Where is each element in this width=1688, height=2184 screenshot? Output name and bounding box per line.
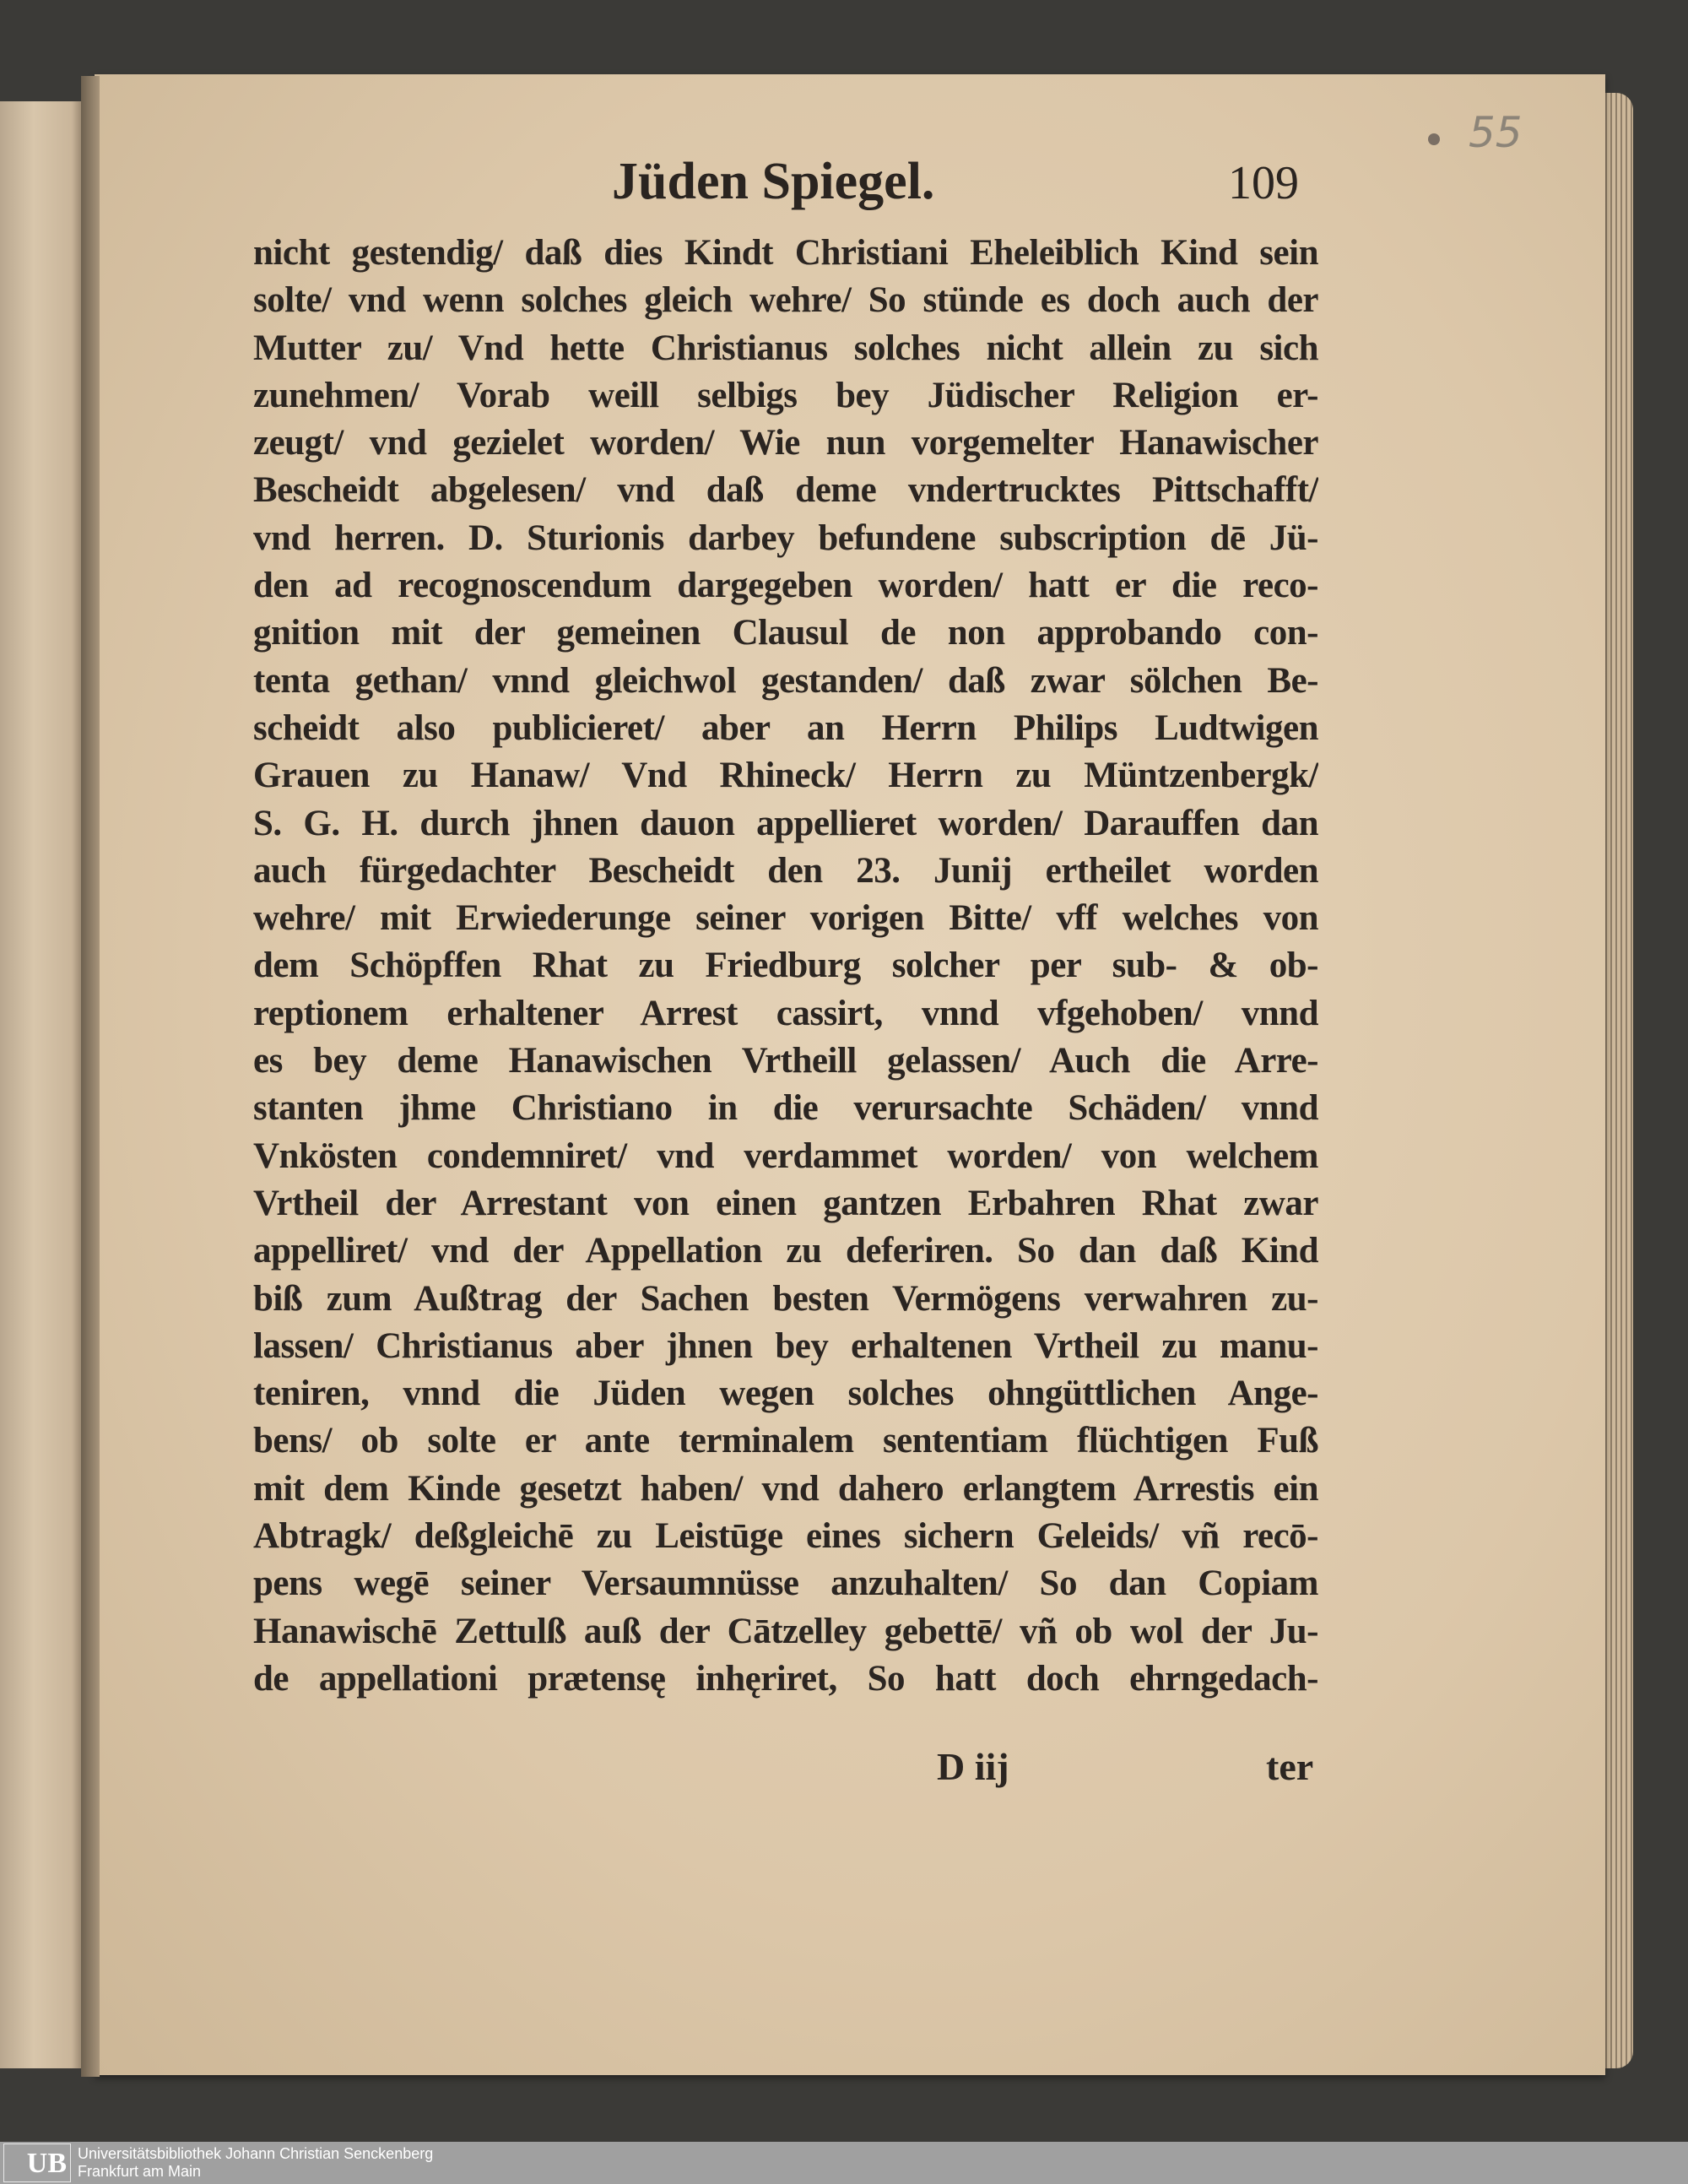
footer-bar	[0, 2142, 1688, 2184]
ub-logo[interactable]	[3, 2143, 71, 2182]
handwritten-folio: 55	[1469, 108, 1523, 157]
text-line: zunehmen/ Vorab weill selbigs bey Jüdischer Religion er-	[253, 375, 1318, 415]
text-line: mit dem Kinde gesetzt haben/ vnd dahero erlangtem Arrestis ein	[253, 1468, 1318, 1509]
text-line: Grauen zu Hanaw/ Vnd Rhineck/ Herrn zu Müntzenbergk/	[253, 756, 1318, 796]
text-line: de appellationi prætensę inhęriret, So hatt doch ehrngedach-	[253, 1658, 1318, 1699]
text-line: appelliret/ vnd der Appellation zu deferiren. So dan daß Kind	[253, 1231, 1318, 1271]
text-line: biß zum Außtrag der Sachen besten Vermögens verwahren zu-	[253, 1278, 1318, 1319]
book-gutter	[81, 76, 100, 2077]
text-line: stanten jhme Christiano in die verursachte Schäden/ vnnd	[253, 1088, 1318, 1129]
text-line: solte/ vnd wenn solches gleich wehre/ So stünde es doch auch der	[253, 280, 1318, 321]
ink-dot	[1428, 133, 1440, 145]
page-number: 109	[1228, 157, 1299, 209]
left-page-edge	[0, 101, 84, 2068]
signature-mark: D iij	[937, 1745, 1009, 1788]
text-line: Vrtheil der Arrestant von einen gantzen Erbahren Rhat zwar	[253, 1183, 1318, 1223]
running-head: Jüden Spiegel.	[612, 153, 935, 210]
institution-city: Frankfurt am Main	[78, 2163, 202, 2180]
text-line: es bey deme Hanawischen Vrtheill gelassen/ Auch die Arre-	[253, 1041, 1318, 1081]
text-line: auch fürgedachter Bescheidt den 23. Junij ertheilet worden	[253, 850, 1318, 891]
text-line: wehre/ mit Erwiederunge seiner vorigen Bitte/ vff welches von	[253, 898, 1318, 939]
text-line: teniren, vnnd die Jüden wegen solches ohngüttlichen Ange-	[253, 1374, 1318, 1414]
text-line: Bescheidt abgelesen/ vnd daß deme vndertrucktes Pittschafft/	[253, 470, 1318, 511]
institution-name: Universitätsbibliothek Johann Christian Senckenberg	[78, 2145, 434, 2162]
text-line: Mutter zu/ Vnd hette Christianus solches nicht allein zu sich	[253, 328, 1318, 368]
text-line: lassen/ Christianus aber jhnen bey erhaltenen Vrtheil zu manu-	[253, 1325, 1318, 1366]
logo-text: UB	[26, 2148, 67, 2179]
text-line: dem Schöpffen Rhat zu Friedburg solcher per sub- & ob-	[253, 946, 1318, 986]
text-line: Abtragk/ deßgleichē zu Leistūge eines sichern Geleids/ vñ recō-	[253, 1516, 1318, 1557]
text-line: Vnkösten condemniret/ vnd verdammet worden/ von welchem	[253, 1135, 1318, 1176]
body-text	[253, 230, 1318, 1703]
text-line: bens/ ob solte er ante terminalem sententiam flüchtigen Fuß	[253, 1421, 1318, 1461]
text-line: Hanawischē Zettulß auß der Cātzelley gebettē/ vñ ob wol der Ju-	[253, 1611, 1318, 1651]
text-line: pens wegē seiner Versaumnüsse anzuhalten/ So dan Copiam	[253, 1563, 1318, 1604]
text-line: vnd herren. D. Sturionis darbey befundene subscription dē Jü-	[253, 518, 1318, 558]
text-line: reptionem erhaltener Arrest cassirt, vnnd vfgehoben/ vnnd	[253, 993, 1318, 1033]
text-line: nicht gestendig/ daß dies Kindt Christiani Eheleiblich Kind sein	[253, 233, 1318, 273]
text-line: S. G. H. durch jhnen dauon appellieret worden/ Darauffen dan	[253, 803, 1318, 843]
text-line: zeugt/ vnd gezielet worden/ Wie nun vorgemelter Hanawischer	[253, 423, 1318, 463]
text-line: gnition mit der gemeinen Clausul de non approbando con-	[253, 613, 1318, 653]
text-line: scheidt also publicieret/ aber an Herrn Philips Ludtwigen	[253, 707, 1318, 748]
catchword: ter	[1266, 1745, 1314, 1788]
text-line: tenta gethan/ vnnd gleichwol gestanden/ daß zwar sölchen Be-	[253, 660, 1318, 701]
text-line: den ad recognoscendum dargegeben worden/ hatt er die reco-	[253, 566, 1318, 606]
